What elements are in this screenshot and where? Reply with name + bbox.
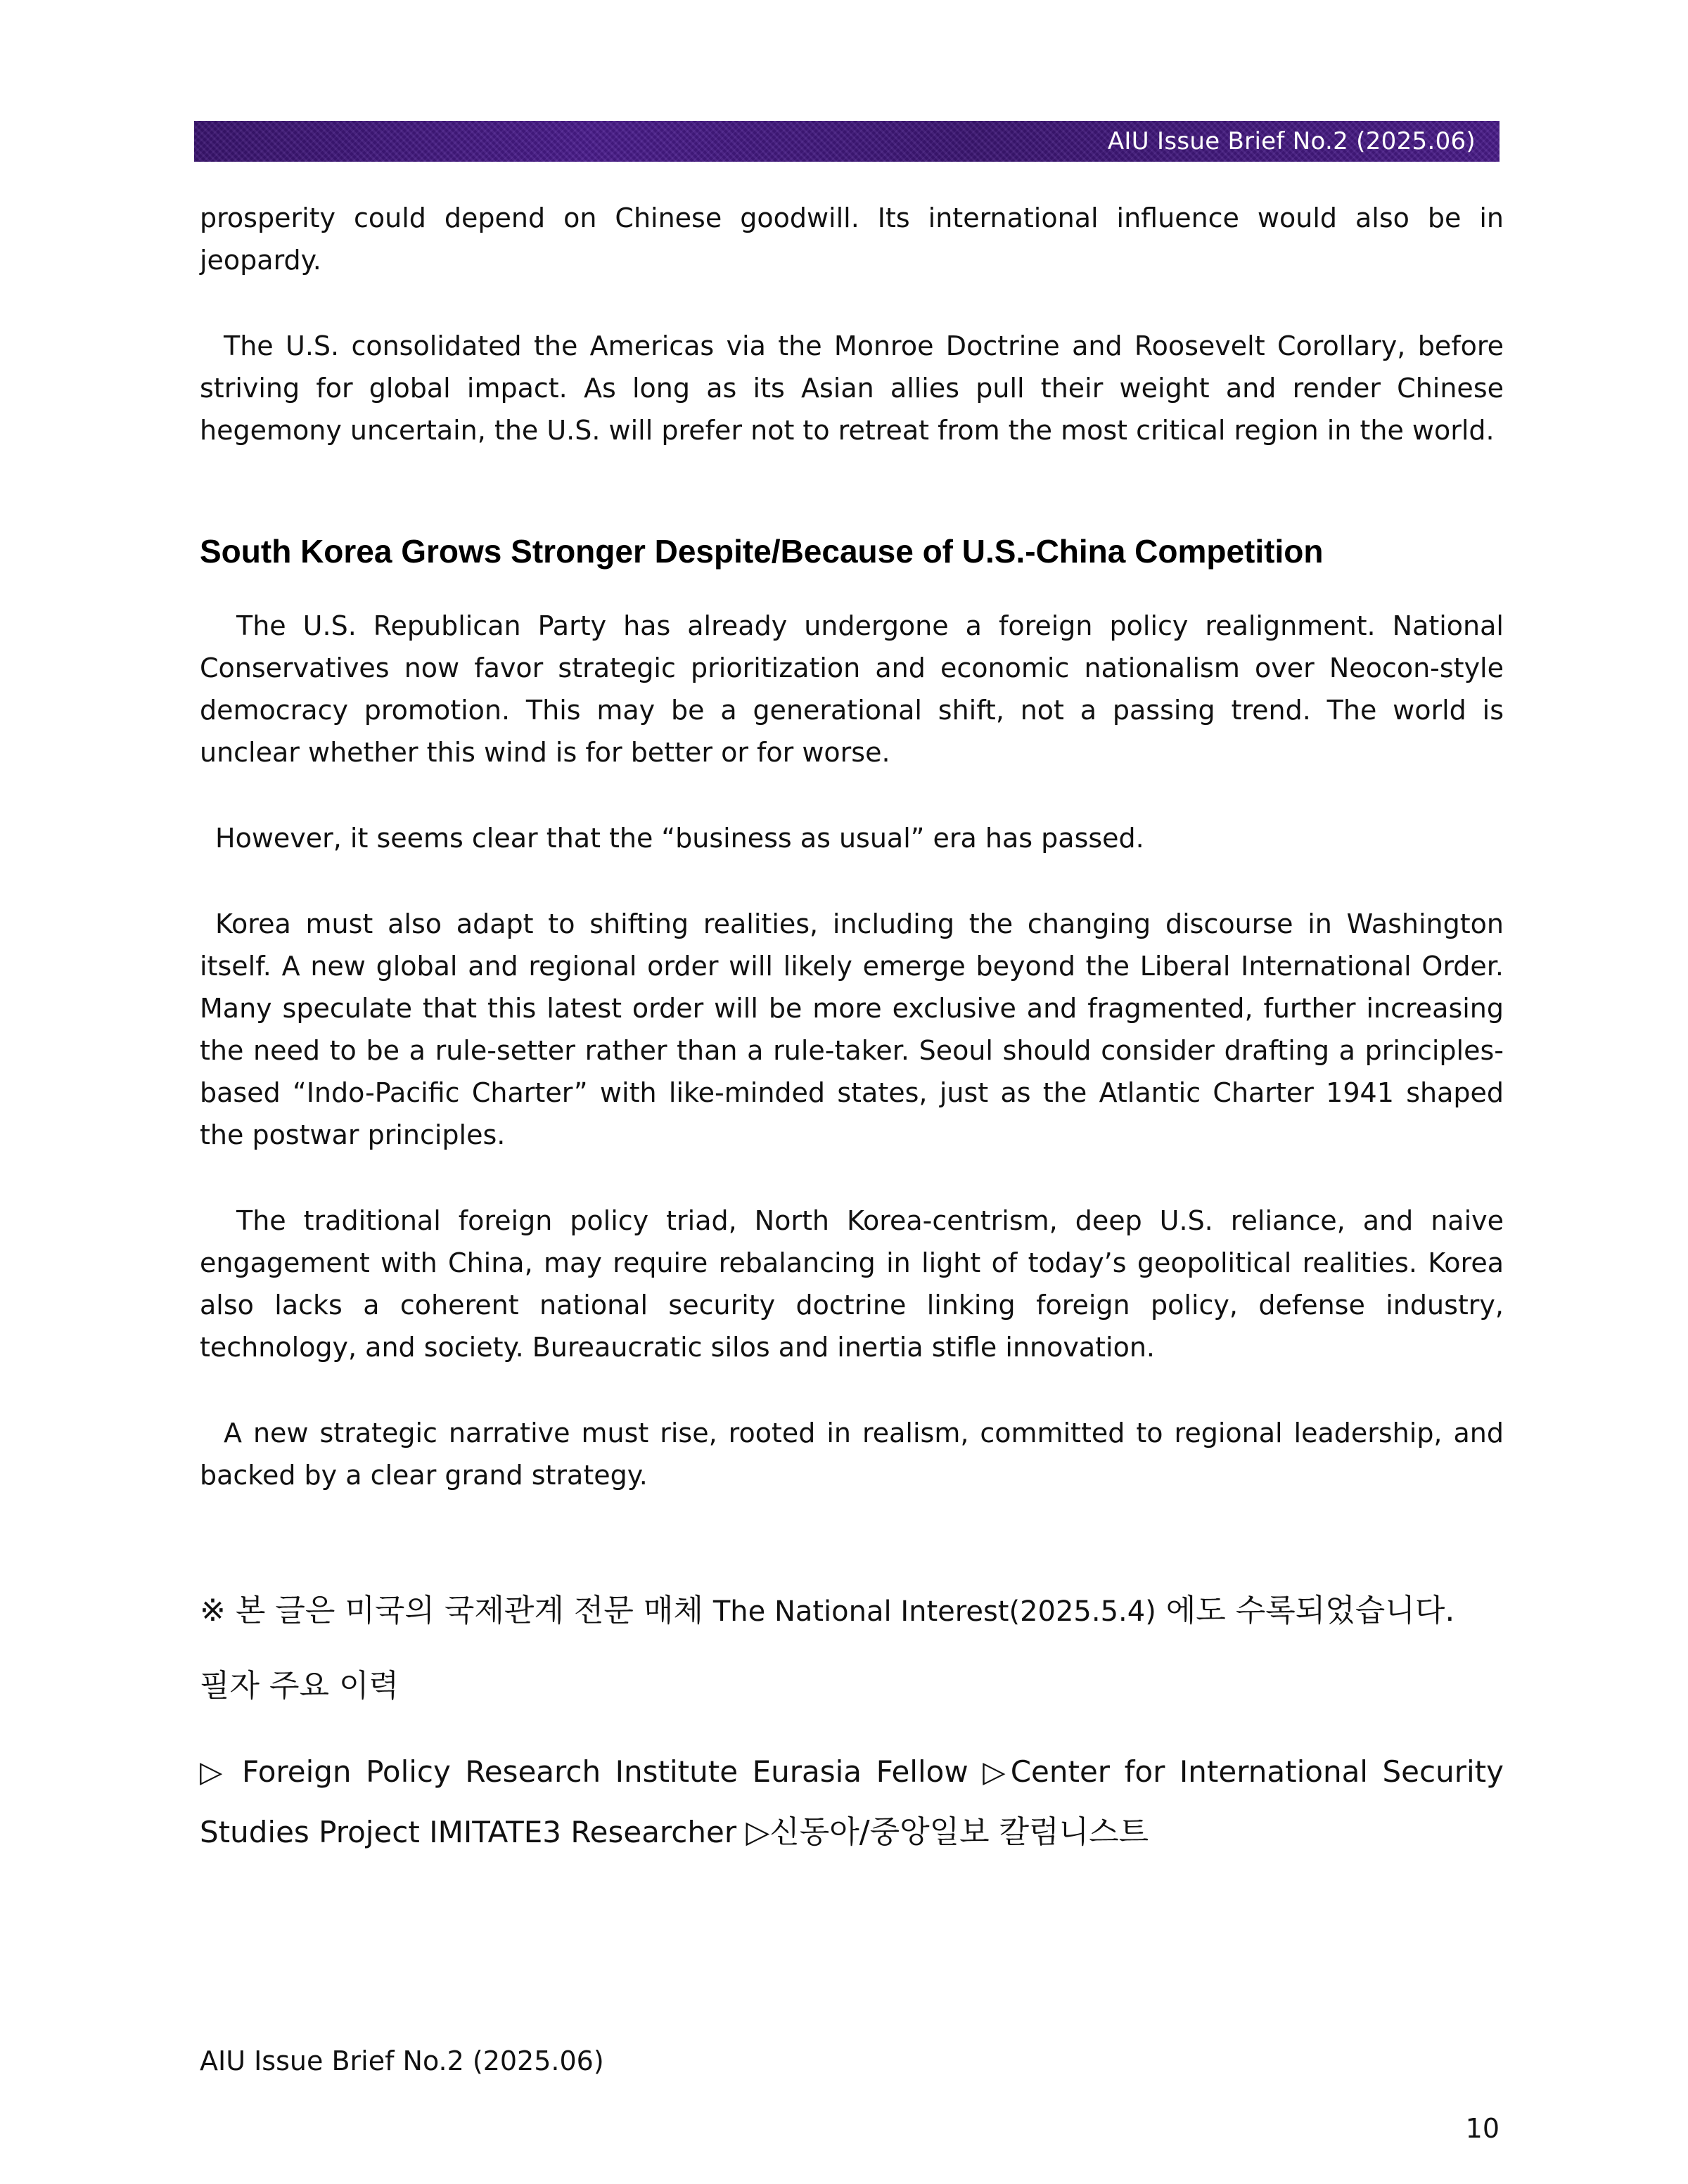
paragraph: prosperity could depend on Chinese goodwill. Its international influence would also be in jeopardy. (200, 203, 1504, 276)
paragraph: The U.S. consolidated the Americas via the Monroe Doctrine and Roosevelt Corollary, before striving for global impact. As long as its Asian allies pull their weight and render Chinese hegemony uncertain, the U.S. will prefer not to retreat from the most critical region in the world. (200, 330, 1504, 446)
publication-note (200, 1589, 1504, 1633)
author-bio-heading: 필자 주요 이력 (200, 1668, 399, 1704)
paragraph: Korea must also adapt to shifting realities, including the changing discourse in Washington itself. A new global and regional order will likely emerge beyond the Liberal International Order. Many speculate that this latest order will be more exclusive and fragmented, further increasing the need to be a rule-setter rather than a rule-taker. Seoul should consider drafting a principles-based “Indo-Pacific Charter” with like-minded states, just as the Atlantic Charter 1941 shaped the postwar principles. (200, 908, 1504, 1150)
page-content (200, 197, 1504, 1863)
page-number: 10 (1465, 2113, 1500, 2144)
footer-title: AIU Issue Brief No.2 (2025.06) (200, 2045, 604, 2076)
note-suffix: 에도 수록되었습니다. (1156, 1593, 1455, 1629)
note-publication: The National Interest(2025.5.4) (712, 1595, 1156, 1628)
bio-item: ▷신동아/중앙일보 칼럼니스트 (746, 1814, 1149, 1850)
paragraph: A new strategic narrative must rise, rooted in realism, committed to regional leadership, and backed by a clear grand strategy. (200, 1418, 1504, 1491)
section-heading: South Korea Grows Stronger Despite/Because of U.S.-China Competition (200, 533, 1324, 570)
paragraph: The traditional foreign policy triad, North Korea-centrism, deep U.S. reliance, and naive engagement with China, may require rebalancing in light of today’s geopolitical realities. Korea also lacks a coherent national security doctrine linking foreign policy, defense industry, technology, and society. Bureaucratic silos and inertia stifle innovation. (200, 1205, 1504, 1363)
header-band (194, 121, 1500, 162)
bio-item: ▷ Foreign Policy Research Institute Eurasia Fellow (200, 1754, 983, 1789)
author-bio (200, 1742, 1504, 1863)
bio-item: ▷Center for International Security Studies Project IMITATE3 Researcher (200, 1754, 1504, 1849)
note-prefix: ※ 본 글은 미국의 국제관계 전문 매체 (200, 1593, 713, 1629)
paragraph: However, it seems clear that the “business as usual” era has passed. (215, 823, 1144, 854)
paragraph: The U.S. Republican Party has already undergone a foreign policy realignment. National Conservatives now favor strategic prioritization and economic nationalism over Neocon-style democracy promotion. This may be a generational shift, not a passing trend. The world is unclear whether this wind is for better or for worse. (200, 610, 1504, 768)
header-title: AIU Issue Brief No.2 (2025.06) (1107, 127, 1476, 155)
